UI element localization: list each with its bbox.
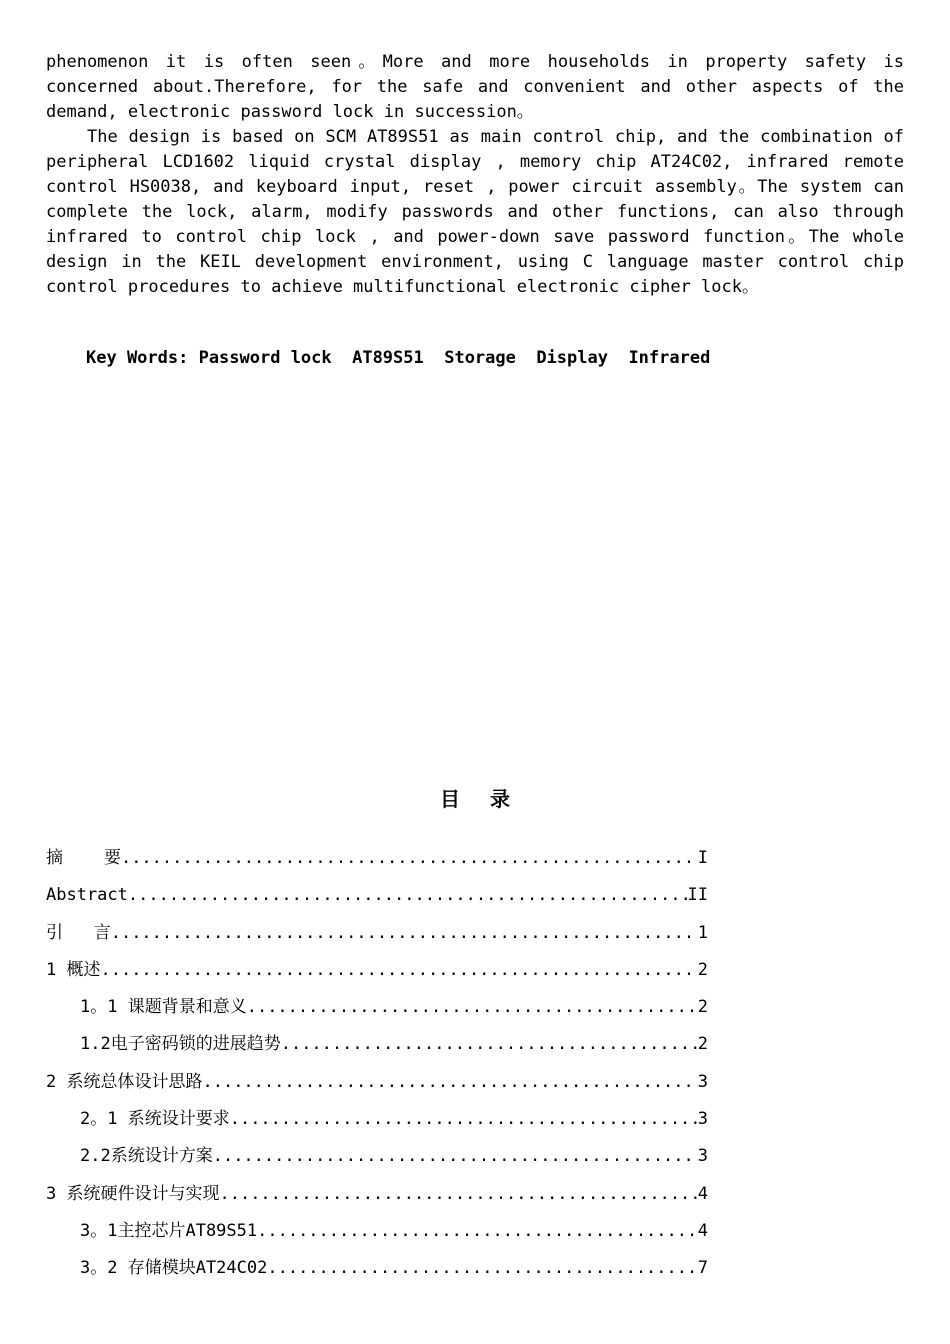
toc-leader-dots (257, 1219, 698, 1244)
toc-entry-label: 3。2 存储模块AT24C02 (80, 1258, 268, 1279)
toc-entry-page: 2 (697, 997, 708, 1018)
toc-leader-dots (281, 1032, 698, 1057)
toc-entry-page: 7 (697, 1258, 708, 1279)
toc-leader-dots (247, 995, 698, 1020)
toc-entry[interactable] (46, 1107, 708, 1144)
toc-leader-dots (121, 846, 698, 871)
toc-entry-label: 2。1 系统设计要求 (80, 1109, 230, 1130)
abstract-text (46, 50, 904, 300)
toc-leader-dots (230, 1107, 698, 1132)
toc-entry-label: 引 言 (46, 922, 111, 943)
toc-entry-label: 摘 要 (46, 848, 121, 868)
abstract-paragraph-2: The design is based on SCM AT89S51 as main control chip, and the combination of peripheral LCD1602 liquid crystal display , memory chip AT24C02, infrared remote control HS0038, and keyboard input, reset , power circuit assembly。The system can complete the lock, alarm, modify passwords and other functions, can also through infrared to control chip lock , and power-down save password function。The whole design in the KEIL development environment, using C language master control chip control procedures to achieve multifunctional electronic cipher lock。 (46, 127, 904, 297)
toc-entry[interactable] (46, 1219, 708, 1256)
toc-entry[interactable] (46, 1070, 708, 1107)
toc-entry-label: 1.2电子密码锁的进展趋势 (80, 1034, 281, 1055)
toc-entry-label: 2 系统总体设计思路 (46, 1071, 203, 1092)
toc-leader-dots (202, 1070, 697, 1095)
toc-title: 目录 (440, 787, 540, 811)
toc-entry[interactable] (46, 1144, 708, 1181)
toc-entry-label: 3。1主控芯片AT89S51 (80, 1220, 258, 1241)
toc-leader-dots (100, 958, 697, 983)
toc-entry[interactable] (46, 1256, 708, 1293)
toc-entry[interactable] (46, 995, 708, 1032)
toc-entry[interactable] (46, 1032, 708, 1069)
toc-leader-dots (111, 921, 698, 946)
toc-entry-label: 1。1 课题背景和意义 (80, 997, 247, 1018)
toc-entry-page: 2 (697, 1034, 708, 1055)
toc-entry-page: 4 (697, 1183, 708, 1204)
toc-entry[interactable] (46, 883, 708, 920)
toc-leader-dots (128, 883, 688, 908)
abstract-paragraph-1: phenomenon it is often seen。More and more households in property safety is concerned about.Therefore, for the safe and convenient and other aspects of the demand, electronic password lock in succession。 (46, 52, 904, 122)
toc-entry-label: 3 系统硬件设计与实现 (46, 1183, 220, 1204)
toc-entry-page: 3 (697, 1109, 708, 1130)
toc-leader-dots (267, 1256, 697, 1281)
toc-entry-page: 4 (697, 1220, 708, 1241)
toc-entry-label: 2.2系统设计方案 (80, 1146, 213, 1167)
toc-entry-label: 1 概述 (46, 959, 101, 980)
toc-entry[interactable] (46, 921, 708, 958)
toc-entry-page: 2 (697, 959, 708, 980)
toc-leader-dots (219, 1182, 697, 1207)
toc-entry-page: 3 (697, 1071, 708, 1092)
toc-entry-page: I (697, 848, 708, 868)
toc-entry[interactable] (46, 1182, 708, 1219)
toc-entry[interactable] (46, 958, 708, 995)
toc-entry-page: 1 (697, 922, 708, 943)
table-of-contents (46, 846, 708, 1294)
keywords-line: Key Words: Password lock AT89S51 Storage Display Infrared (86, 348, 711, 368)
toc-entry-page: 3 (697, 1146, 708, 1167)
toc-leader-dots (213, 1144, 698, 1169)
toc-entry-label: Abstract (46, 885, 128, 906)
toc-entry-page: II (687, 885, 708, 906)
toc-entry[interactable] (46, 846, 708, 883)
